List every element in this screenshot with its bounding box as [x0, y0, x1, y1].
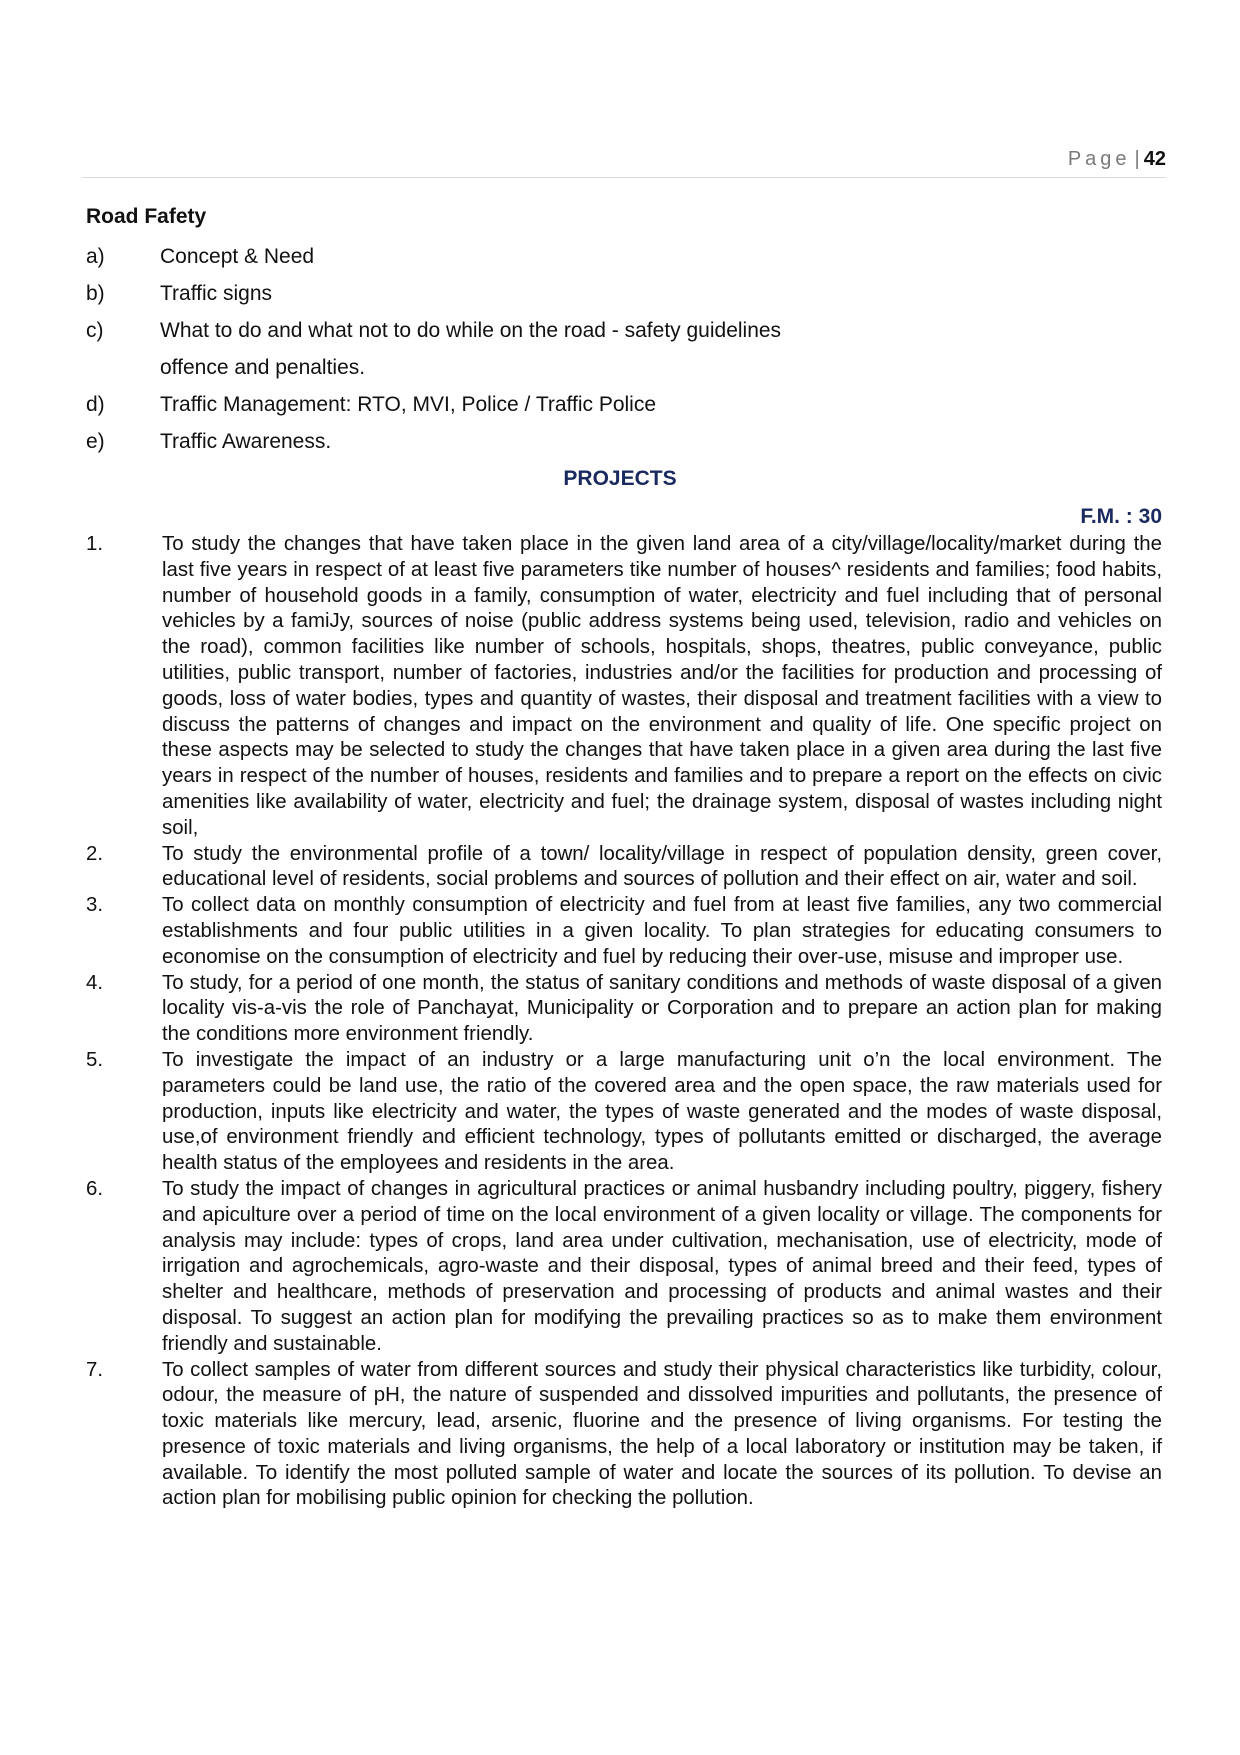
project-text: To collect samples of water from different sources and study their physical characteristics like turbidity, colour, odour, the measure of pH, the nature of suspended and dissolved impurities and pollutants, the presence of toxic materials like mercury, lead, arsenic, fluorine and the presence of living organisms. For testing the presence of toxic materials and living organisms, the help of a local laboratory or institution may be taken, if available. To identify the most polluted sample of water and locate the sources of its pollution. To devise an action plan for mobilising public opinion for checking the pollution.: [162, 1358, 1162, 1510]
list-marker: a): [86, 245, 105, 268]
page-header: [82, 148, 1166, 178]
list-item-continuation: offence and penalties.: [160, 356, 366, 379]
list-marker: c): [86, 319, 104, 342]
project-number: 1.: [86, 533, 104, 555]
list-item-text: Traffic Awareness.: [160, 430, 332, 453]
project-item: [86, 1358, 1162, 1513]
projects-heading: PROJECTS: [563, 467, 677, 490]
list-item-text: Traffic Management: RTO, MVI, Police / Traffic Police: [160, 393, 657, 416]
project-text: To investigate the impact of an industry or a large manufacturing unit o’n the local environment. The parameters could be land use, the ratio of the covered area and the open space, the raw materials used for production, inputs like electricity and water, the types of waste generated and the modes of waste disposal, use,of environment friendly and efficient technology, types of pollutants emitted or discharged, the average health status of the employees and residents in the area.: [162, 1048, 1162, 1175]
project-item: [86, 893, 1162, 970]
page-number: 42: [1143, 148, 1166, 170]
page-label: Page: [1067, 148, 1131, 170]
list-marker: e): [86, 430, 105, 453]
list-item-text: What to do and what not to do while on the road - safety guidelines: [160, 319, 782, 342]
project-number: 5.: [86, 1048, 104, 1071]
list-marker: b): [86, 282, 105, 305]
project-text: To collect data on monthly consumption of electricity and fuel from at least five families, any two commercial establishments and four public utilities in a given locality. To plan strategies for educating consumers to economise on the consumption of electricity and fuel by reducing their over-use, misuse and improper use.: [162, 894, 1162, 968]
project-item: [86, 532, 1162, 842]
road-safety-heading: Road Fafety: [86, 205, 207, 228]
project-item: [86, 1177, 1162, 1358]
project-text: To study the impact of changes in agricultural practices or animal husbandry including poultry, piggery, fishery and apiculture over a period of time on the local environment of a given locality or village. The components for analysis may include: types of crops, land area under cultivation, mechanisation, use of electricity, mode of irrigation and agrochemicals, agro-waste and their disposal, types of animal breed and their feed, types of shelter and healthcare, methods of preservation and processing of products and animal wastes and their disposal. To suggest an action plan for modifying the prevailing practices so as to make them environment friendly and sustainable.: [162, 1177, 1162, 1355]
list-item: [86, 423, 1166, 460]
list-item-text: Traffic signs: [160, 282, 273, 305]
project-number: 3.: [86, 894, 104, 917]
project-number: 2.: [86, 842, 104, 865]
list-item-text: Concept & Need: [160, 245, 315, 268]
project-text: To study, for a period of one month, the status of sanitary conditions and methods of waste disposal of a given locality vis-a-vis the role of Panchayat, Municipality or Corporation and to prepare an action plan for making the conditions more environment friendly.: [162, 971, 1162, 1046]
list-item: [86, 238, 1166, 275]
project-item: [86, 842, 1162, 894]
list-item: [86, 312, 1166, 349]
project-number: 4.: [86, 971, 104, 994]
road-safety-list: [86, 238, 1166, 460]
project-text: To study the changes that have taken place in the given land area of a city/village/locality/market during the last five years in respect of at least five parameters tike number of houses^ residents and families; food habits, number of household goods in a family, consumption of water, electricity and fuel including that of personal vehicles by a famiJy, sources of noise (public address systems being used, television, radio and vehicles on the road), common facilities like number of schools, hospitals, shops, theatres, public conveyance, public utilities, public transport, number of factories, industries and/or the facilities for production and processing of goods, loss of water bodies, types and quantity of wastes, their disposal and treatment facilities with a view to discuss the patterns of changes and impact on the environment and quality of life. One specific project on these aspects may be selected to study the changes that have taken place in a given area during the last five years in respect of the number of houses, residents and families and to prepare a report on the effects on civic amenities like availability of water, electricity and fuel; the drainage system, disposal of wastes including night soil,: [162, 533, 1162, 839]
project-text: To study the environmental profile of a town/ locality/village in respect of population density, green cover, educational level of residents, social problems and sources of pollution and their effect on air, water and soil.: [162, 842, 1162, 891]
project-item: [86, 1048, 1162, 1177]
project-number: 7.: [86, 1358, 104, 1381]
list-marker: d): [86, 393, 105, 416]
page-separator: |: [1134, 148, 1140, 170]
project-number: 6.: [86, 1177, 104, 1200]
list-item: [86, 275, 1166, 312]
full-marks-label: F.M. : 30: [1080, 505, 1162, 528]
project-item: [86, 971, 1162, 1048]
projects-list: [86, 532, 1162, 1512]
list-item: [86, 386, 1166, 423]
